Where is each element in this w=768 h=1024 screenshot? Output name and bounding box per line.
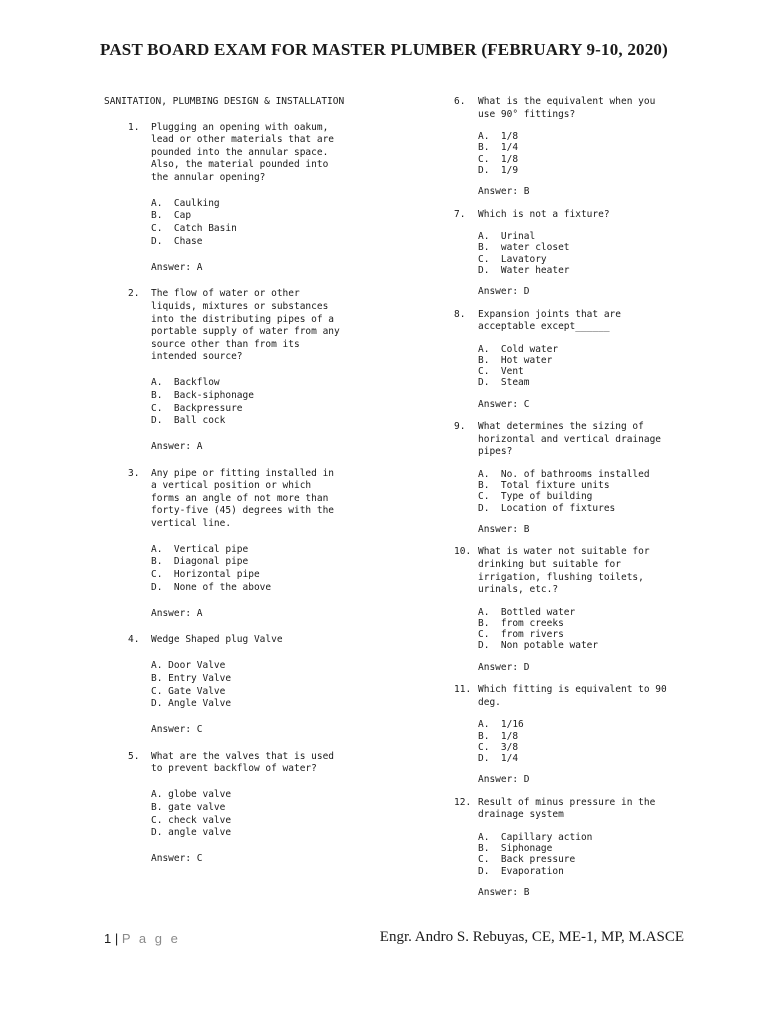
answer-option: D. Ball cock bbox=[151, 415, 226, 427]
option-list bbox=[478, 469, 704, 514]
option-list bbox=[478, 131, 704, 176]
right-question-list bbox=[454, 96, 704, 899]
answer-option: B. Siphonage bbox=[478, 843, 553, 855]
question-number: 1. bbox=[128, 121, 140, 133]
question-text: Which fitting is equivalent to 90 deg. bbox=[478, 684, 667, 708]
answer-option: A. Bottled water bbox=[478, 606, 576, 618]
answer-option: C. Lavatory bbox=[478, 253, 547, 265]
answer-option: A. Door Valve bbox=[151, 660, 226, 672]
answer-option: A. Backflow bbox=[151, 376, 220, 388]
answer-option: A. Vertical pipe bbox=[151, 543, 249, 555]
question-item bbox=[104, 122, 366, 275]
question-item bbox=[104, 288, 366, 453]
question-item bbox=[454, 797, 704, 900]
answer-option: A. Capillary action bbox=[478, 831, 593, 843]
answer-option: A. globe valve bbox=[151, 789, 232, 800]
page-number-value: 1 | bbox=[104, 931, 119, 946]
question-item bbox=[454, 96, 704, 199]
question-text: What is the equivalent when you use 90° fittings? bbox=[478, 96, 656, 120]
answer-option: C. Back pressure bbox=[478, 854, 576, 866]
question-number: 7. bbox=[454, 208, 466, 220]
question-text: Any pipe or fitting installed in a vertical position or which forms an angle of not more than forty-five (45) degrees with the vertical line. bbox=[151, 467, 335, 530]
answer-option: B. 1/4 bbox=[478, 142, 519, 154]
answer-key: Answer: D bbox=[478, 661, 530, 673]
answer-key: Answer: A bbox=[151, 261, 203, 273]
question-text: Wedge Shaped plug Valve bbox=[151, 634, 283, 646]
answer-option: C. 1/8 bbox=[478, 153, 519, 165]
question-number: 9. bbox=[454, 421, 466, 433]
page-label: P a g e bbox=[121, 931, 181, 946]
answer-option: A. Cold water bbox=[478, 343, 559, 355]
question-number: 2. bbox=[128, 288, 140, 300]
question-item bbox=[104, 751, 366, 866]
answer-option: C. check valve bbox=[151, 814, 232, 826]
right-column bbox=[454, 96, 704, 909]
answer-option: D. 1/9 bbox=[478, 164, 519, 176]
option-list bbox=[151, 544, 366, 595]
answer-key: Answer: C bbox=[151, 853, 203, 865]
question-text: What are the valves that is used to prevent backflow of water? bbox=[151, 750, 335, 775]
answer-option: D. Non potable water bbox=[478, 640, 599, 652]
answer-option: D. 1/4 bbox=[478, 752, 519, 764]
question-number: 11. bbox=[454, 684, 472, 696]
answer-option: C. Type of building bbox=[478, 491, 593, 503]
answer-key: Answer: C bbox=[151, 724, 203, 736]
question-number: 5. bbox=[128, 750, 140, 762]
question-item bbox=[104, 468, 366, 621]
question-text: The flow of water or other liquids, mixtures or substances into the distributing pipes of a portable supply of water from any source other than from its intended source? bbox=[151, 288, 340, 363]
option-list bbox=[478, 832, 704, 877]
answer-option: B. Cap bbox=[151, 210, 192, 222]
answer-option: B. from creeks bbox=[478, 617, 564, 629]
question-text: Result of minus pressure in the drainage system bbox=[478, 796, 656, 821]
answer-option: C. from rivers bbox=[478, 629, 564, 641]
answer-key: Answer: B bbox=[478, 186, 530, 197]
answer-key: Answer: B bbox=[478, 523, 530, 535]
option-list bbox=[151, 198, 366, 249]
question-number: 4. bbox=[128, 634, 140, 646]
answer-option: A. Urinal bbox=[478, 231, 536, 243]
question-text: Which is not a fixture? bbox=[478, 208, 610, 220]
question-number: 8. bbox=[454, 308, 466, 320]
answer-option: D. None of the above bbox=[151, 582, 272, 594]
answer-option: C. Backpressure bbox=[151, 402, 243, 414]
section-heading: SANITATION, PLUMBING DESIGN & INSTALLATION bbox=[104, 96, 345, 107]
answer-option: B. Back-siphonage bbox=[151, 389, 254, 401]
answer-option: C. Vent bbox=[478, 366, 524, 378]
page-number bbox=[104, 931, 180, 946]
answer-option: B. Diagonal pipe bbox=[151, 556, 249, 568]
answer-option: C. Gate Valve bbox=[151, 685, 226, 697]
answer-option: B. gate valve bbox=[151, 801, 226, 813]
answer-option: D. Angle Valve bbox=[151, 698, 232, 710]
question-number: 6. bbox=[454, 96, 466, 107]
answer-option: D. Water heater bbox=[478, 264, 570, 276]
question-text: Plugging an opening with oakum, lead or other materials that are pounded into the annular space. Also, the material pounded into the annular opening? bbox=[151, 121, 335, 183]
left-column bbox=[104, 96, 366, 880]
option-list bbox=[478, 344, 704, 389]
answer-key: Answer: B bbox=[478, 886, 530, 898]
option-list bbox=[478, 607, 704, 652]
answer-option: B. 1/8 bbox=[478, 730, 519, 742]
answer-key: Answer: D bbox=[478, 774, 530, 786]
answer-key: Answer: D bbox=[478, 286, 530, 297]
question-item bbox=[454, 546, 704, 674]
answer-option: B. Hot water bbox=[478, 354, 553, 366]
answer-key: Answer: A bbox=[151, 607, 203, 619]
option-list bbox=[478, 231, 704, 276]
answer-option: A. 1/16 bbox=[478, 719, 524, 731]
author-credit: Engr. Andro S. Rebuyas, CE, ME-1, MP, M.ASCE bbox=[379, 929, 684, 945]
answer-option: D. Steam bbox=[478, 377, 530, 389]
answer-option: D. angle valve bbox=[151, 827, 232, 839]
option-list bbox=[151, 660, 366, 711]
question-item bbox=[454, 309, 704, 412]
answer-option: A. Caulking bbox=[151, 197, 220, 209]
answer-option: A. 1/8 bbox=[478, 131, 519, 143]
question-item bbox=[454, 209, 704, 299]
answer-option: D. Chase bbox=[151, 235, 203, 247]
answer-option: C. Catch Basin bbox=[151, 223, 237, 235]
question-number: 10. bbox=[454, 546, 472, 558]
question-number: 3. bbox=[128, 467, 140, 479]
question-item bbox=[454, 421, 704, 536]
left-question-list bbox=[104, 122, 366, 866]
question-item bbox=[454, 684, 704, 787]
page-title: PAST BOARD EXAM FOR MASTER PLUMBER (FEBRUARY 9-10, 2020) bbox=[100, 40, 668, 59]
answer-option: B. water closet bbox=[478, 242, 570, 254]
answer-option: D. Evaporation bbox=[478, 865, 564, 877]
answer-option: B. Total fixture units bbox=[478, 480, 610, 492]
answer-key: Answer: C bbox=[478, 398, 530, 410]
question-text: What is water not suitable for drinking but suitable for irrigation, flushing toilets, urinals, etc.? bbox=[478, 546, 650, 596]
answer-option: D. Location of fixtures bbox=[478, 502, 616, 514]
answer-option: A. No. of bathrooms installed bbox=[478, 468, 650, 480]
option-list bbox=[151, 377, 366, 428]
answer-option: B. Entry Valve bbox=[151, 672, 232, 684]
option-list bbox=[478, 719, 704, 764]
option-list bbox=[151, 789, 366, 840]
answer-key: Answer: A bbox=[151, 441, 203, 453]
answer-option: C. 3/8 bbox=[478, 741, 519, 753]
question-text: What determines the sizing of horizontal and vertical drainage pipes? bbox=[478, 421, 662, 458]
question-text: Expansion joints that are acceptable except______ bbox=[478, 308, 621, 333]
answer-option: C. Horizontal pipe bbox=[151, 569, 260, 581]
question-number: 12. bbox=[454, 796, 472, 808]
question-item bbox=[104, 634, 366, 736]
